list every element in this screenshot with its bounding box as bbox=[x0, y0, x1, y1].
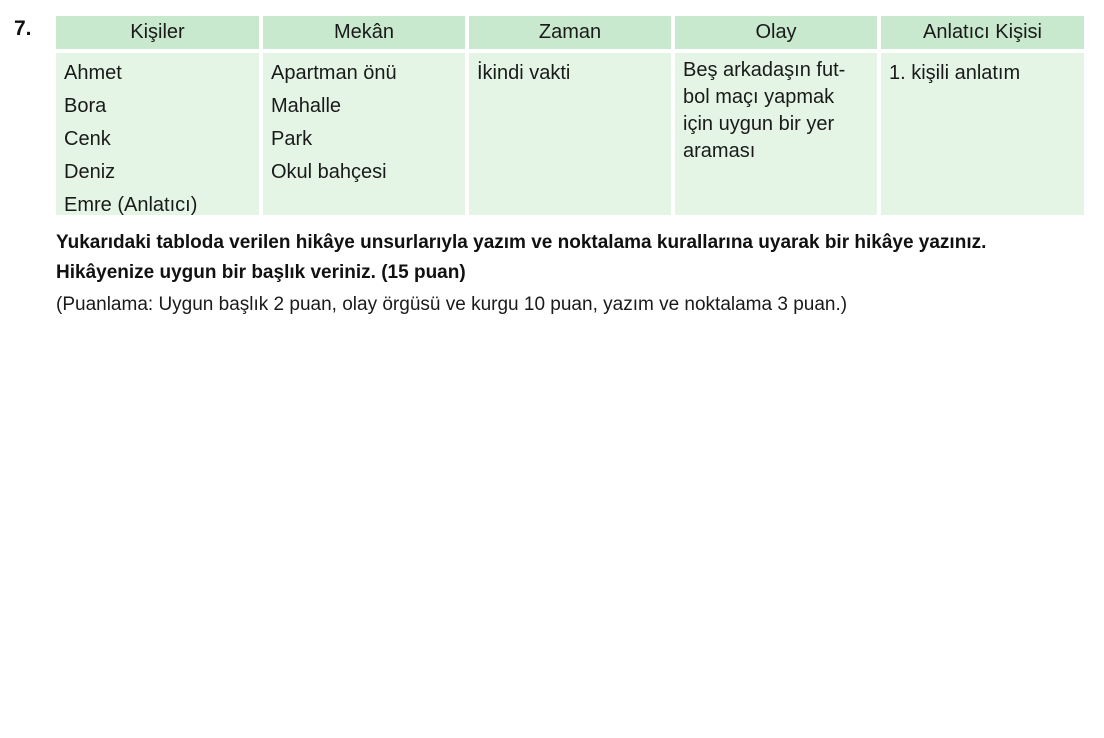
mekan-item: Okul bahçesi bbox=[271, 161, 387, 183]
cell-mekan bbox=[263, 53, 465, 215]
scoring-note: (Puanlama: Uygun başlık 2 puan, olay örgüsü ve kurgu 10 puan, yazım ve noktalama 3 puan.) bbox=[56, 294, 848, 315]
kisi-item: Deniz bbox=[64, 161, 116, 183]
anlatici-item: 1. kişili anlatım bbox=[889, 62, 1021, 84]
olay-line: Beş arkadaşın fut- bbox=[683, 59, 846, 81]
mekan-item: Mahalle bbox=[271, 95, 342, 117]
instruction-line-1: Yukarıdaki tabloda verilen hikâye unsurlarıyla yazım ve noktalama kurallarına uyarak bir hikâye yazınız. bbox=[56, 232, 987, 253]
kisi-item: Bora bbox=[64, 95, 107, 117]
header-zaman: Zaman bbox=[469, 16, 671, 49]
kisi-item: Emre (Anlatıcı) bbox=[64, 194, 198, 216]
story-elements-table bbox=[56, 16, 1084, 215]
olay-line: için uygun bir yer bbox=[683, 113, 835, 135]
header-olay: Olay bbox=[675, 16, 877, 49]
mekan-item: Apartman önü bbox=[271, 62, 397, 84]
cell-olay bbox=[675, 53, 877, 215]
zaman-item: İkindi vakti bbox=[477, 62, 571, 84]
olay-line: bol maçı yapmak bbox=[683, 86, 835, 108]
question-number: 7. bbox=[14, 17, 32, 40]
cell-zaman bbox=[469, 53, 671, 215]
cell-anlatici bbox=[881, 53, 1084, 215]
header-mekan: Mekân bbox=[263, 16, 465, 49]
cell-kisiler bbox=[56, 53, 259, 215]
header-anlatici: Anlatıcı Kişisi bbox=[881, 16, 1084, 49]
instruction-line-2: Hikâyenize uygun bir başlık veriniz. (15 puan) bbox=[56, 262, 466, 283]
kisi-item: Ahmet bbox=[64, 62, 122, 84]
question-instructions bbox=[56, 228, 1096, 320]
header-kisiler: Kişiler bbox=[56, 16, 259, 49]
olay-line: araması bbox=[683, 140, 756, 162]
kisi-item: Cenk bbox=[64, 128, 111, 150]
mekan-item: Park bbox=[271, 128, 313, 150]
